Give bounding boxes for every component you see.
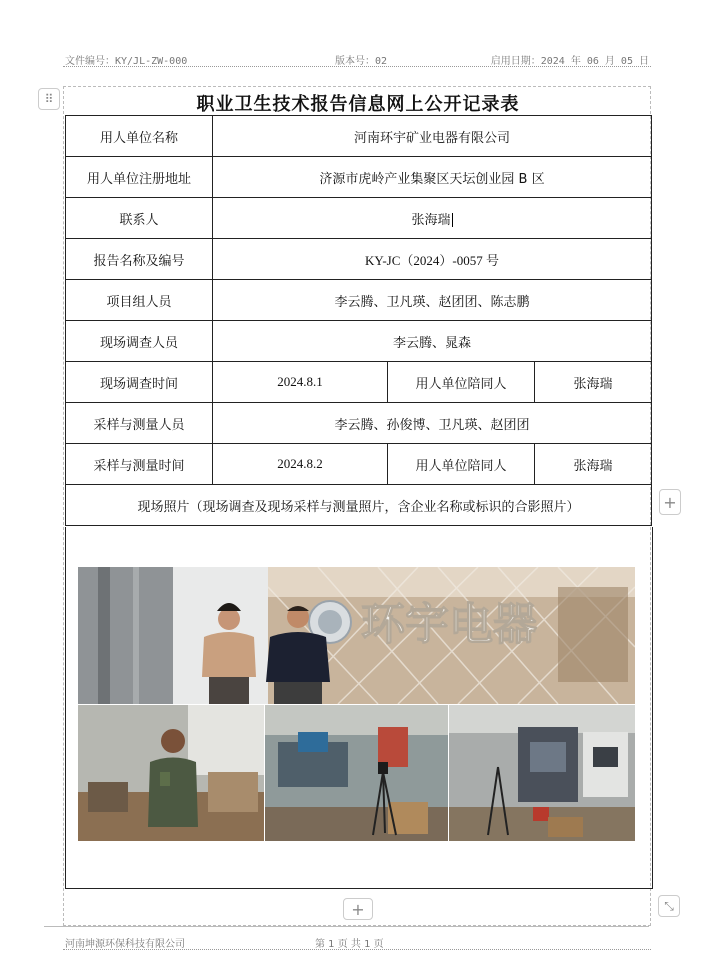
sampling-staff-label: 采样与测量人员	[66, 403, 213, 444]
contact-label: 联系人	[66, 198, 213, 239]
page-header	[65, 50, 649, 66]
contact-value: 张海瑞	[411, 212, 451, 228]
text-cursor	[452, 213, 453, 227]
worker-photo	[78, 705, 264, 841]
resize-icon[interactable]: ⤡	[658, 895, 680, 917]
table-row	[66, 116, 652, 157]
machine-photo	[449, 705, 635, 841]
report-label: 报告名称及编号	[66, 239, 213, 280]
record-table	[65, 115, 652, 526]
table-row	[66, 198, 652, 239]
sampling-time-value[interactable]: 2024.8.2	[213, 444, 388, 485]
table-row	[66, 157, 652, 198]
table-row	[66, 239, 652, 280]
survey-escort-value[interactable]: 张海瑞	[535, 362, 652, 403]
table-row	[66, 403, 652, 444]
group-photo	[78, 567, 635, 704]
site-photo-collage	[78, 567, 635, 841]
drag-handle-icon[interactable]: ⠿	[38, 88, 60, 110]
footer-bottom-divider	[63, 949, 651, 950]
employer-label: 用人单位名称	[66, 116, 213, 157]
footer-divider	[44, 926, 649, 927]
sampling-escort-label: 用人单位陪同人	[388, 444, 535, 485]
team-label: 项目组人员	[66, 280, 213, 321]
version-number: 版本号：02	[335, 56, 388, 67]
sampling-time-label: 采样与测量时间	[66, 444, 213, 485]
address-value[interactable]: 济源市虎岭产业集聚区天坛创业园 B 区	[213, 157, 652, 198]
sampling-staff-value[interactable]: 李云腾、孙俊博、卫凡瑛、赵团团	[213, 403, 652, 444]
survey-staff-value[interactable]: 李云腾、晁森	[213, 321, 652, 362]
table-row	[66, 444, 652, 485]
photo-label: 现场照片（现场调查及现场采样与测量照片，含企业名称或标识的合影照片）	[66, 485, 652, 526]
table-row	[66, 280, 652, 321]
report-value[interactable]: KY-JC（2024）-0057 号	[213, 239, 652, 280]
survey-time-value[interactable]: 2024.8.1	[213, 362, 388, 403]
team-value[interactable]: 李云腾、卫凡瑛、赵团团、陈志鹏	[213, 280, 652, 321]
employer-value[interactable]: 河南环宇矿业电器有限公司	[213, 116, 652, 157]
page-footer	[65, 934, 651, 950]
workshop-photo	[265, 705, 448, 841]
table-row	[66, 485, 652, 526]
survey-escort-label: 用人单位陪同人	[388, 362, 535, 403]
page-number: 第 1 页 共 1 页	[315, 939, 384, 950]
doc-number: 文件编号：KY/JL-ZW-000	[65, 56, 188, 67]
page-title: 职业卫生技术报告信息网上公开记录表	[196, 94, 520, 115]
contact-cell[interactable]	[213, 198, 652, 239]
footer-company: 河南坤源环保科技有限公司	[65, 939, 185, 950]
header-divider	[63, 66, 651, 67]
table-row	[66, 321, 652, 362]
sampling-escort-value[interactable]: 张海瑞	[535, 444, 652, 485]
survey-time-label: 现场调查时间	[66, 362, 213, 403]
address-label: 用人单位注册地址	[66, 157, 213, 198]
add-row-button[interactable]: +	[343, 898, 373, 920]
effective-date: 启用日期：2024 年 06 月 05 日	[490, 56, 649, 67]
survey-staff-label: 现场调查人员	[66, 321, 213, 362]
add-column-button[interactable]: +	[659, 489, 681, 515]
table-row	[66, 362, 652, 403]
logo-wall-text: 环宇电器	[361, 599, 537, 650]
